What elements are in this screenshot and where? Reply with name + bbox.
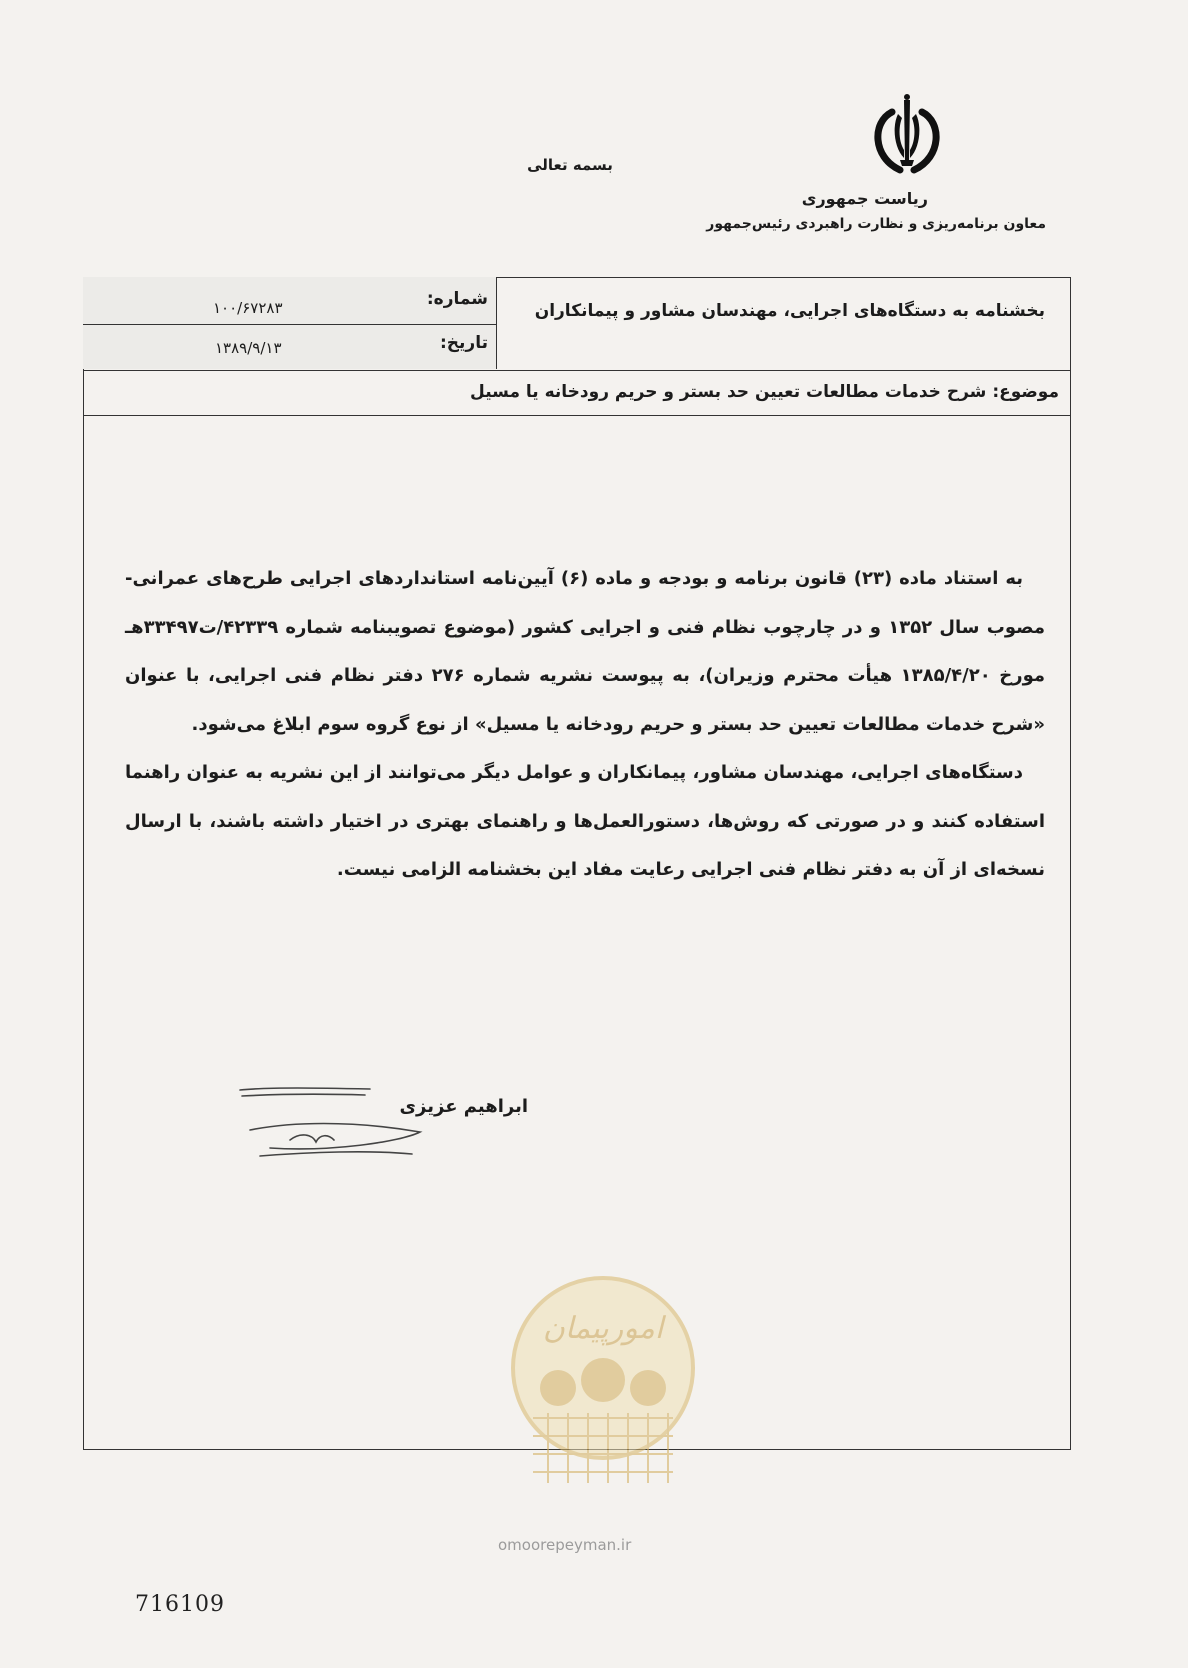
organization-name: ریاست جمهوری [801,189,928,208]
meta-row [83,277,1071,371]
iran-emblem-icon [862,92,952,182]
body-p1-end: » از نوع گروه سوم ابلاغ می‌شود. [191,713,487,735]
body-paragraph-2: دستگاه‌های اجرایی، مهندسان مشاور، پیمانکاران و عوامل دیگر می‌توانند از این نشریه به عنوان راهنما استفاده کنند و در صورتی که روش‌ها، دستورالعمل‌ها و راهنمای بهتری در اختیار داشته باشند، با ارسال نسخه‌ای از آن به دفتر نظام فنی اجرایی رعایت مفاد این بخشنامه الزامی نیست. [125,762,1045,880]
deputy-title: معاون برنامه‌ریزی و نظارت راهبردی رئیس‌جمهور [706,216,1046,232]
document-number: 716109 [135,1592,225,1617]
logo-lettering: امورپیمان [542,1311,664,1346]
body-p1-start: به استناد ماده (۲۳) قانون برنامه و بودجه و ماده (۶) آیین‌نامه استانداردهای اجرایی طرح‌های عمرانی- مصوب سال ۱۳۵۲ و در چارچوب نظام فنی و اجرایی کشور (موضوع تصویبنامه شماره ۴۲۳۳۹/ت۳۳۴۹۷هـ مورخ ۱۳۸۵/۴/۲۰ هیأت محترم وزیران)، به پیوست نشریه شماره ۲۷۶ دفتر نظام فنی اجرایی، با عنوان « [125,568,1046,735]
body-paragraph-1 [125,555,1045,749]
basmala: بسمه تعالی [527,156,613,174]
subject: موضوع: شرح خدمات مطالعات تعیین حد بستر و حریم رودخانه یا مسیل [470,382,1059,402]
subject-row [83,371,1071,416]
omoorepeyman-logo [503,1268,703,1528]
watermark-site: omoorepeyman.ir [498,1536,632,1554]
recipients: بخشنامه به دستگاه‌های اجرایی، مهندسان مشاور و پیمانکاران [534,301,1045,321]
number-value: ۱۰۰/۶۷۲۸۳ [213,299,283,317]
meta-divider [83,324,496,325]
date-label: تاریخ: [440,333,488,353]
signer-name: ابراهیم عزیزی [399,1096,528,1117]
number-label: شماره: [426,289,488,309]
letter-body [125,555,1045,895]
number-date-box [83,277,497,369]
publication-title: شرح خدمات مطالعات تعیین حد بستر و حریم رودخانه یا مسیل [486,713,1034,735]
handwritten-signature [230,1082,440,1172]
date-value: ۱۳۸۹/۹/۱۳ [215,339,282,357]
